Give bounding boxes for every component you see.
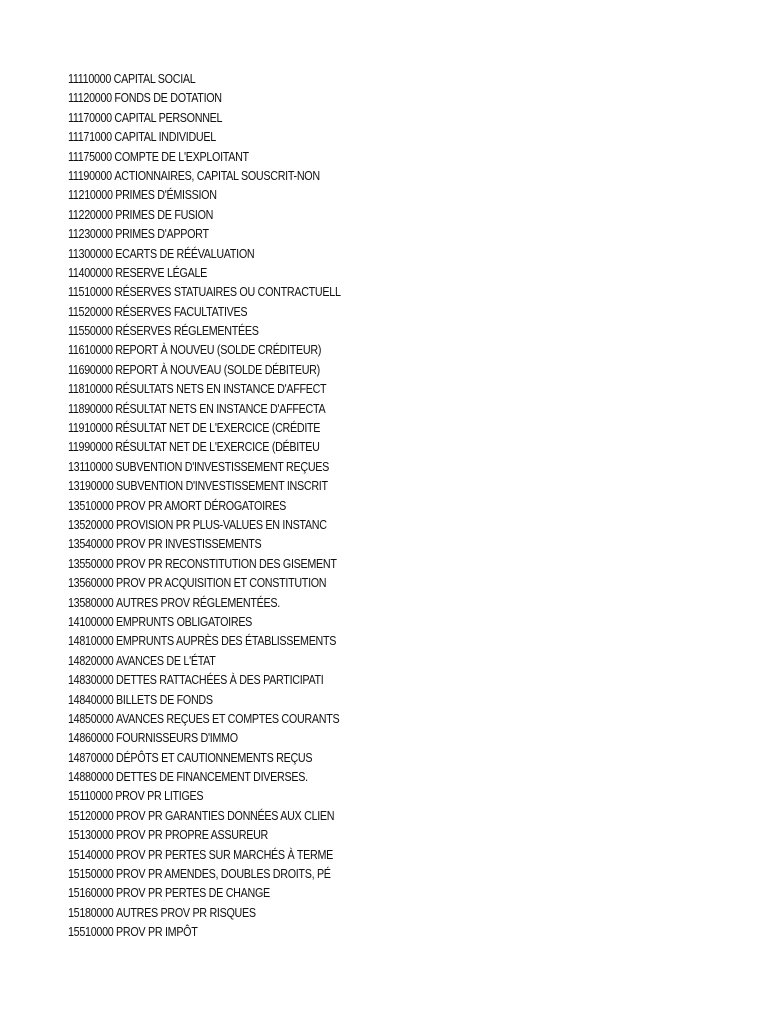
account-code: 11690000 [68, 362, 113, 377]
account-code: 11220000 [68, 207, 113, 222]
account-code: 14860000 [68, 731, 114, 746]
account-label: AUTRES PROV RÉGLEMENTÉES. [116, 595, 280, 610]
account-label: PROV PR IMPÔT [116, 925, 198, 940]
account-label: RÉSULTATS NETS EN INSTANCE D'AFFECT [115, 382, 327, 397]
account-label: ECARTS DE RÉÉVALUATION [115, 246, 255, 261]
account-code: 14840000 [68, 692, 114, 707]
account-label: DÉPÔTS ET CAUTIONNEMENTS REÇUS [116, 750, 313, 765]
account-label: CAPITAL SOCIAL [113, 72, 196, 86]
account-row [68, 497, 341, 516]
account-row [68, 555, 341, 574]
account-label: BILLETS DE FONDS [116, 692, 213, 707]
account-code: 13560000 [68, 576, 114, 591]
account-label: PROVISION PR PLUS-VALUES EN INSTANC [116, 517, 327, 532]
account-code: 13190000 [68, 479, 114, 494]
account-label: FONDS DE DOTATION [114, 91, 222, 106]
account-label: ACTIONNAIRES, CAPITAL SOUSCRIT-NON [114, 168, 320, 183]
account-label: REPORT À NOUVEU (SOLDE CRÉDITEUR) [115, 343, 322, 358]
account-code: 11550000 [68, 324, 113, 339]
account-code: 13520000 [68, 517, 114, 532]
account-row [68, 574, 341, 593]
account-code: 13110000 [68, 459, 113, 474]
account-label: CAPITAL PERSONNEL [114, 110, 223, 125]
account-row [68, 807, 341, 826]
account-label: PRIMES DE FUSION [115, 207, 214, 222]
account-row [68, 380, 341, 399]
account-row [68, 729, 341, 748]
account-label: PRIMES D'ÉMISSION [115, 188, 217, 203]
account-row [68, 458, 341, 477]
account-code: 14870000 [68, 750, 114, 765]
account-row [68, 884, 341, 903]
account-row [68, 632, 341, 651]
account-row [68, 691, 341, 710]
account-row [68, 477, 341, 496]
account-label: AVANCES REÇUES ET COMPTES COURANTS [116, 711, 340, 726]
account-row [68, 594, 341, 613]
account-label: DETTES DE FINANCEMENT DIVERSES. [116, 770, 308, 785]
account-row [68, 283, 341, 302]
account-row [68, 264, 341, 283]
account-code: 11610000 [68, 343, 113, 358]
account-code: 14880000 [68, 770, 114, 785]
account-label: AUTRES PROV PR RISQUES [116, 905, 256, 920]
account-row [68, 128, 341, 147]
account-label: PROV PR PERTES DE CHANGE [116, 886, 270, 901]
account-label: AVANCES DE L'ÉTAT [116, 653, 216, 668]
account-label: RÉSERVES RÉGLEMENTÉES [115, 324, 259, 339]
account-code: 11190000 [68, 168, 112, 183]
account-code: 14100000 [68, 614, 114, 629]
account-row [68, 535, 341, 554]
account-label: EMPRUNTS OBLIGATOIRES [116, 614, 253, 629]
account-row [68, 652, 341, 671]
account-row [68, 400, 341, 419]
account-row [68, 341, 341, 360]
account-code: 11520000 [68, 304, 113, 319]
account-label: RÉSULTAT NET DE L'EXERCICE (DÉBITEU [115, 440, 320, 455]
account-label: EMPRUNTS AUPRÈS DES ÉTABLISSEMENTS [116, 634, 337, 649]
account-code: 15110000 [68, 789, 113, 804]
account-row [68, 768, 341, 787]
account-code: 11120000 [68, 91, 112, 106]
account-code: 11400000 [68, 265, 113, 280]
account-row [68, 167, 341, 186]
account-label: PROV PR GARANTIES DONNÉES AUX CLIEN [116, 808, 335, 823]
account-label: PROV PR AMORT DÉROGATOIRES [116, 498, 287, 513]
account-row [68, 787, 341, 806]
account-code: 13580000 [68, 595, 114, 610]
account-label: FOURNISSEURS D'IMMO [116, 731, 238, 746]
account-code: 14830000 [68, 673, 114, 688]
account-row [68, 89, 341, 108]
account-row [68, 225, 341, 244]
account-label: PROV PR PERTES SUR MARCHÉS À TERME [116, 847, 333, 862]
account-label: RÉSULTAT NET DE L'EXERCICE (CRÉDITE [115, 421, 321, 436]
account-label: REPORT À NOUVEAU (SOLDE DÉBITEUR) [115, 362, 320, 377]
account-row [68, 303, 341, 322]
account-row [68, 206, 341, 225]
account-label: PROV PR INVESTISSEMENTS [116, 537, 262, 552]
account-row [68, 865, 341, 884]
account-row [68, 438, 341, 457]
account-code: 11810000 [68, 382, 113, 397]
account-code: 11300000 [68, 246, 113, 261]
account-row [68, 749, 341, 768]
account-row [68, 186, 341, 205]
account-code: 13550000 [68, 556, 114, 571]
account-code: 11510000 [68, 285, 113, 300]
account-label: RÉSULTAT NETS EN INSTANCE D'AFFECTA [115, 401, 326, 416]
account-row [68, 109, 341, 128]
account-row [68, 826, 341, 845]
account-label: CAPITAL INDIVIDUEL [114, 130, 216, 145]
account-row [68, 671, 341, 690]
account-row [68, 322, 341, 341]
account-code: 13540000 [68, 537, 114, 552]
account-label: PROV PR LITIGES [115, 789, 204, 804]
account-label: DETTES RATTACHÉES À DES PARTICIPATI [116, 673, 324, 688]
account-code: 15160000 [68, 886, 114, 901]
account-code: 15120000 [68, 808, 114, 823]
account-code: 11171000 [68, 130, 112, 145]
account-code: 15130000 [68, 828, 114, 843]
account-row [68, 710, 341, 729]
account-code: 15150000 [68, 867, 114, 882]
account-code: 11990000 [68, 440, 113, 455]
account-row [68, 245, 341, 264]
account-code: 11110000 [68, 72, 112, 86]
account-label: SUBVENTION D'INVESTISSEMENT REÇUES [115, 459, 330, 474]
account-label: PRIMES D'APPORT [115, 227, 209, 242]
account-code: 14820000 [68, 653, 114, 668]
account-code: 11175000 [68, 149, 112, 164]
account-label: SUBVENTION D'INVESTISSEMENT INSCRIT [116, 479, 328, 494]
account-row [68, 613, 341, 632]
account-label: RÉSERVES STATUAIRES OU CONTRACTUELL [115, 285, 341, 300]
account-row [68, 516, 341, 535]
account-row [68, 419, 341, 438]
account-code: 11210000 [68, 188, 113, 203]
account-label: PROV PR AMENDES, DOUBLES DROITS, PÉ [116, 867, 331, 882]
account-row [68, 361, 341, 380]
account-code: 13510000 [68, 498, 114, 513]
account-list [68, 70, 385, 943]
account-code: 14810000 [68, 634, 114, 649]
account-code: 11170000 [68, 110, 112, 125]
account-row [68, 148, 341, 167]
account-code: 15510000 [68, 925, 114, 940]
account-code: 11910000 [68, 421, 113, 436]
account-code: 11230000 [68, 227, 113, 242]
account-row [68, 70, 341, 89]
account-code: 15140000 [68, 847, 114, 862]
account-code: 11890000 [68, 401, 113, 416]
account-label: PROV PR PROPRE ASSUREUR [116, 828, 268, 843]
account-label: PROV PR RECONSTITUTION DES GISEMENT [116, 556, 337, 571]
account-label: RESERVE LÉGALE [115, 265, 207, 280]
account-row [68, 904, 341, 923]
account-row [68, 923, 341, 942]
account-label: PROV PR ACQUISITION ET CONSTITUTION [116, 576, 327, 591]
account-code: 14850000 [68, 711, 114, 726]
account-label: RÉSERVES FACULTATIVES [115, 304, 248, 319]
account-code: 15180000 [68, 905, 114, 920]
account-row [68, 846, 341, 865]
account-label: COMPTE DE L'EXPLOITANT [114, 149, 249, 164]
